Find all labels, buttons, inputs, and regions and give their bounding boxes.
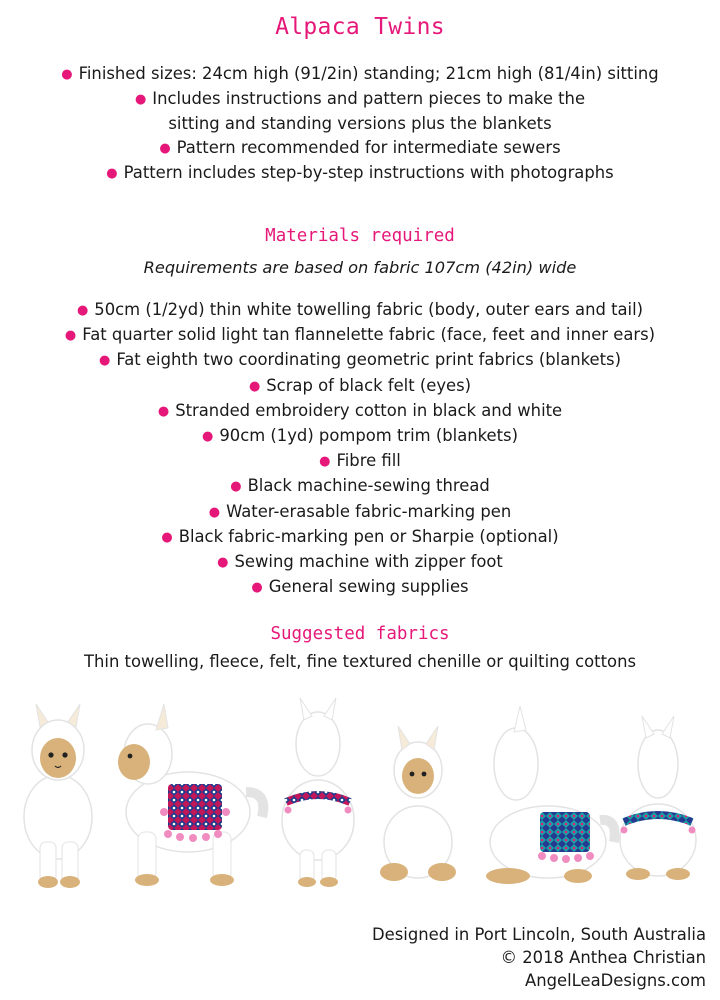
material-item: ● Sewing machine with zipper foot [217, 552, 503, 572]
footer-location: Designed in Port Lincoln, South Australia [372, 925, 706, 944]
material-item: ● Fibre fill [319, 451, 401, 471]
material-item: ● Black fabric-marking pen or Sharpie (optional) [161, 526, 559, 546]
page-title: Alpaca Twins [275, 14, 445, 40]
intro-item-continuation: sitting and standing versions plus the blankets [168, 114, 552, 134]
bullet-icon: ● [251, 580, 263, 596]
alpaca-standing-front [24, 704, 92, 888]
footer [372, 923, 706, 992]
suggested-fabrics-heading: Suggested fabrics [270, 624, 450, 644]
bullet-icon: ● [76, 303, 89, 318]
material-item: ● 90cm (1yd) pompom trim (blankets) [202, 426, 518, 446]
bullet-icon: ● [159, 140, 171, 156]
intro-item: ● Pattern includes step-by-step instructions with photographs [106, 162, 614, 182]
bullet-icon: ● [61, 67, 73, 82]
material-item: ● General sewing supplies [251, 577, 469, 597]
bullet-icon: ● [208, 504, 221, 520]
footer-copyright: © 2018 Anthea Christian [500, 948, 706, 967]
suggested-fabrics-text: Thin towelling, fleece, felt, fine textured chenille or quilting cottons [84, 652, 636, 671]
material-item: ● Fat quarter solid light tan flannelette fabric (face, feet and inner ears) [64, 325, 656, 345]
material-item: ● Black machine-sewing thread [230, 476, 490, 496]
intro-item: ● Finished sizes: 24cm high (91/2in) standing; 21cm high (81/4in) sitting [61, 64, 659, 83]
alpaca-standing-side [118, 704, 263, 886]
materials-note: Requirements are based on fabric 107cm (42in) wide [143, 258, 577, 277]
alpaca-photos [18, 692, 704, 892]
materials-heading: Materials required [265, 226, 455, 246]
intro-item: ● Includes instructions and pattern pieces to make the [134, 89, 586, 109]
material-item: ● 50cm (1/2yd) thin white towelling fabric (body, outer ears and tail) [76, 300, 644, 319]
bullet-icon: ● [319, 454, 331, 470]
materials-list [0, 298, 720, 600]
material-item: ● Water-erasable fabric-marking pen [208, 501, 512, 521]
alpaca-sitting-front [380, 726, 456, 881]
bullet-icon: ● [161, 529, 173, 545]
bullet-icon: ● [202, 429, 214, 445]
intro-list [0, 62, 720, 186]
bullet-icon: ● [230, 479, 242, 495]
intro-item: ● Pattern recommended for intermediate sewers [159, 137, 561, 157]
material-item: ● Scrap of black felt (eyes) [248, 375, 472, 395]
bullet-icon: ● [217, 555, 229, 571]
bullet-icon: ● [98, 353, 111, 369]
material-item: ● Stranded embroidery cotton in black and white [157, 400, 563, 420]
alpaca-sitting-back [620, 716, 696, 880]
alpaca-sitting-side [486, 706, 615, 884]
bullet-icon: ● [106, 165, 118, 181]
bullet-icon: ● [64, 328, 77, 344]
bullet-icon: ● [157, 403, 170, 419]
material-item: ● Fat eighth two coordinating geometric print fabrics (blankets) [98, 350, 621, 370]
bullet-icon: ● [134, 92, 147, 108]
bullet-icon: ● [248, 378, 261, 394]
alpaca-standing-back [282, 698, 354, 887]
footer-website: AngelLeaDesigns.com [525, 971, 706, 990]
